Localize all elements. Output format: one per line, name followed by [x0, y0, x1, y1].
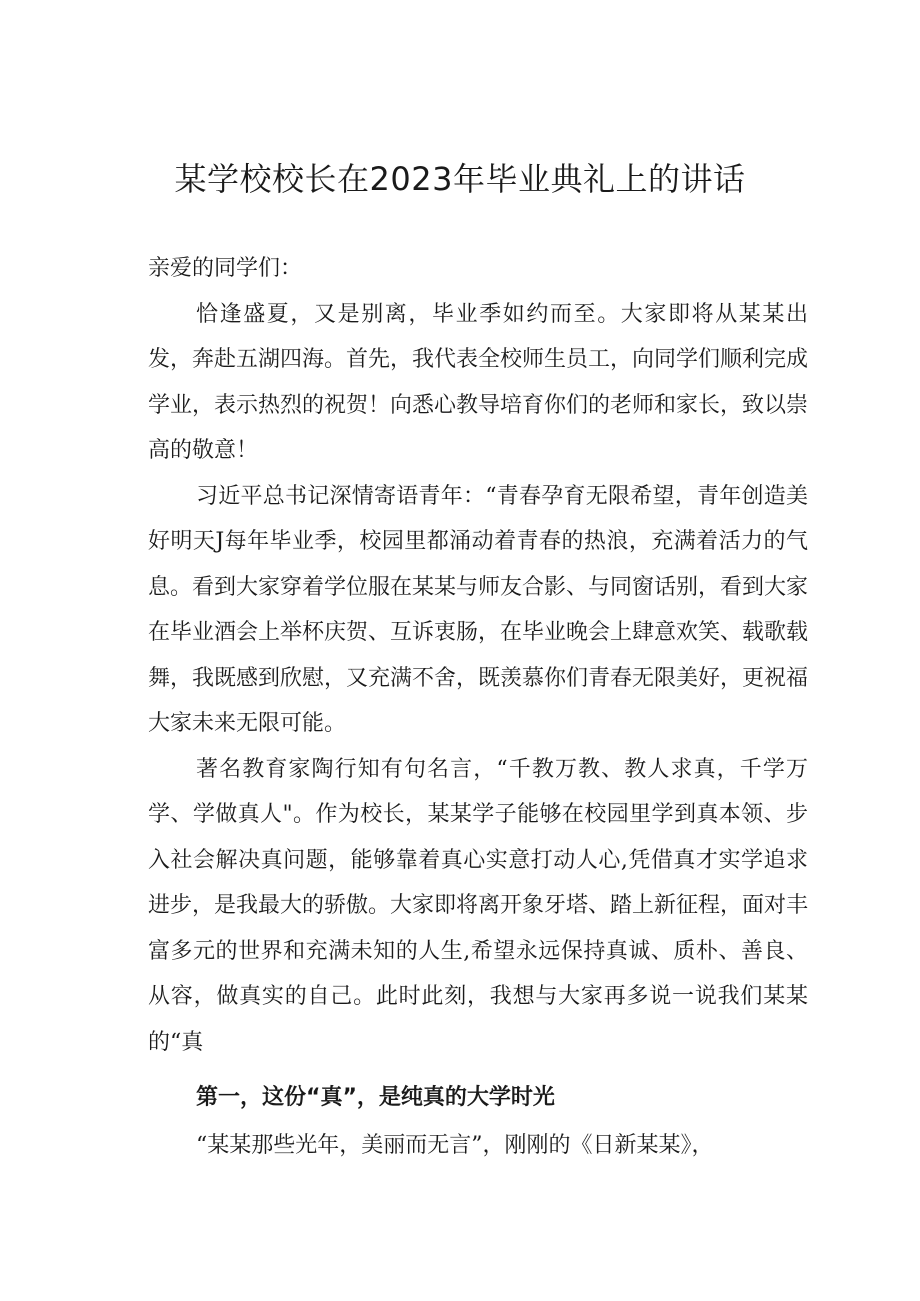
document-body	[148, 246, 808, 1169]
paragraph-tao-xingzhi-quote: 著名教育家陶行知有句名言，“千教万教、教人求真，千学万学、学做真人"。作为校长，某某学子能够在校园里学到真本领、步入社会解决真问题，能够靠着真心实意打动人心,凭借真才实学追求进步，是我最大的骄傲。大家即将离开象牙塔、踏上新征程，面对丰富多元的世界和充满未知的人生,希望永远保持真诚、质朴、善良、从容，做真实的自己。此时此刻，我想与大家再多说一说我们某某的“真	[148, 756, 809, 1055]
paragraph-opening: 恰逢盛夏，又是别离，毕业季如约而至。大家即将从某某出发，奔赴五湖四海。首先，我代表全校师生员工，向同学们顺利完成学业，表示热烈的祝贺！向悉心教导培育你们的老师和家长，致以崇高的敬意！	[148, 301, 809, 463]
document-title: 某学校校长在2023年毕业典礼上的讲话	[174, 160, 746, 198]
paragraph-section-start: “某某那些光年，美丽而无言”，刚刚的《日新某某》，	[196, 1133, 714, 1158]
paragraph-youth-quote: 习近平总书记深情寄语青年：“青春孕育无限希望，青年创造美好明天J每年毕业季，校园里都涌动着青春的热浪，充满着活力的气息。看到大家穿着学位服在某某与师友合影、与同窗话别，看到大家在毕业酒会上举杯庆贺、互诉衷肠，在毕业晚会上肆意欢笑、载歌载舞，我既感到欣慰，又充满不舍，既羡慕你们青春无限美好，更祝福大家未来无限可能。	[148, 483, 809, 736]
section-heading: 第一，这份“真”，是纯真的大学时光	[196, 1085, 555, 1110]
salutation: 亲爱的同学们：	[148, 256, 303, 281]
